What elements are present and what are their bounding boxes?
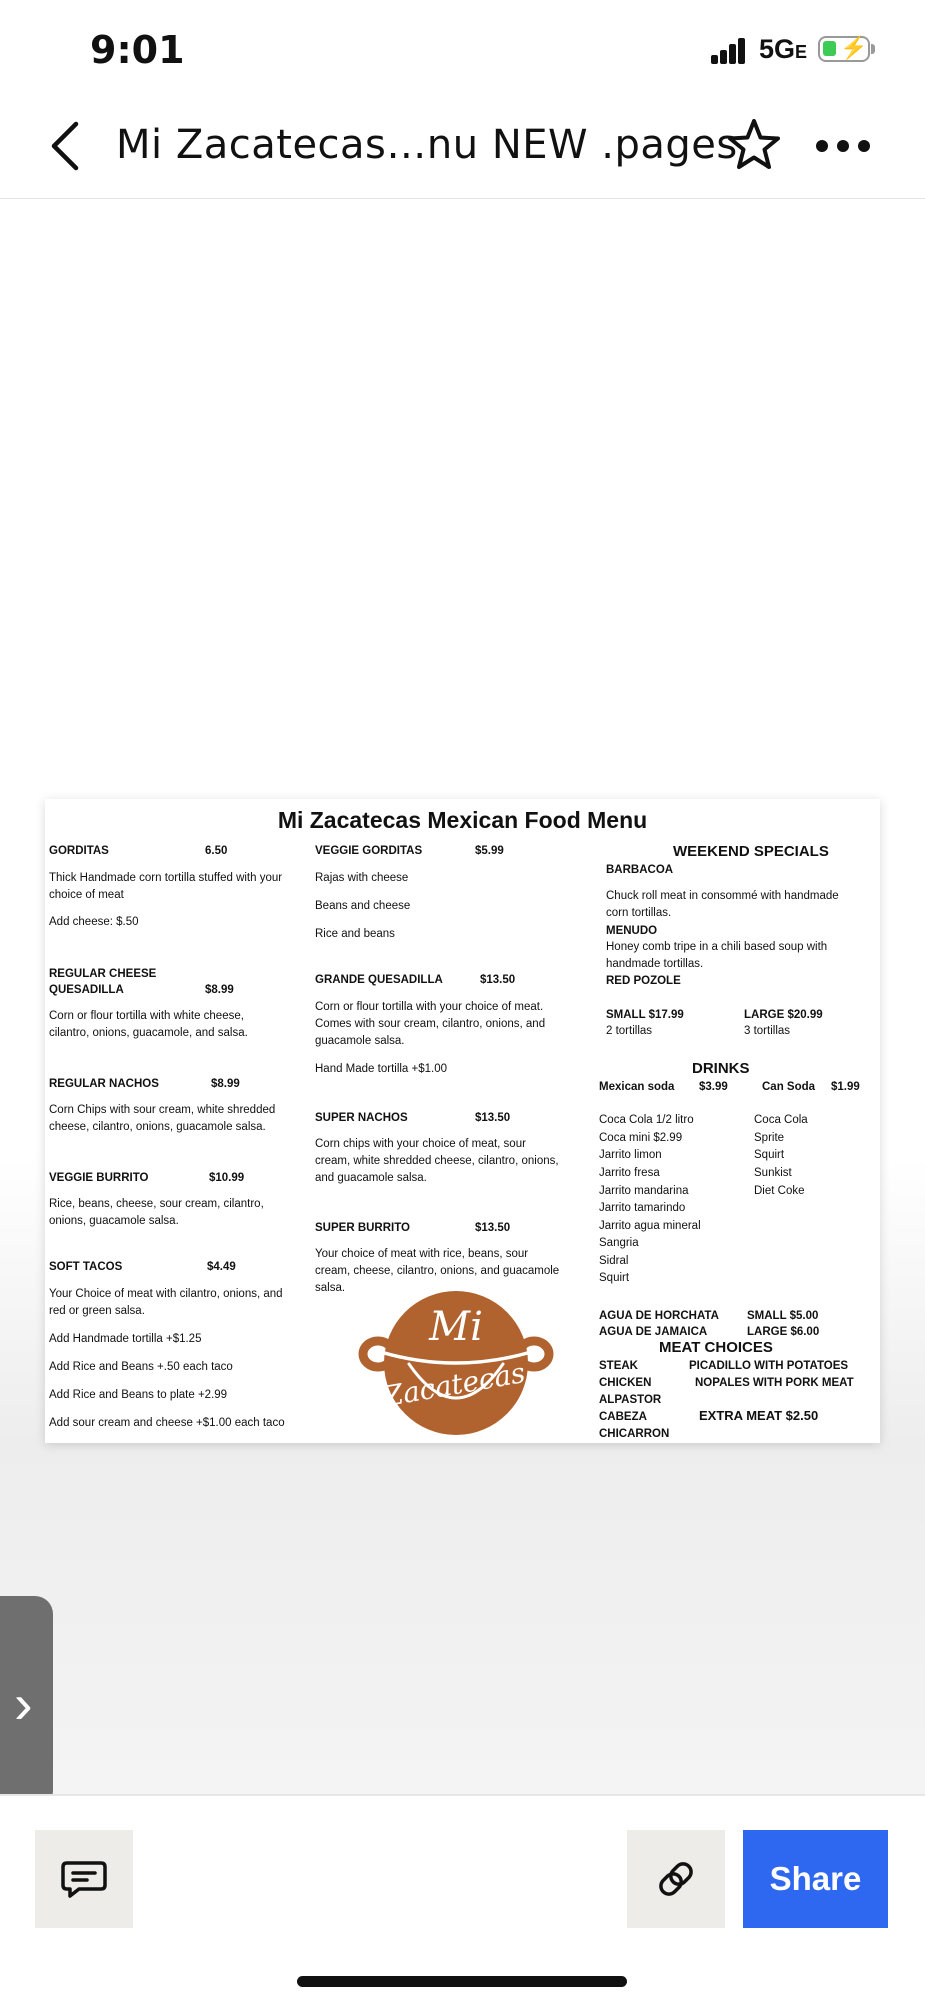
grande-quesadilla-extra: Hand Made tortilla +$1.00 [315,1063,448,1075]
drink-item: Sangria [599,1237,639,1249]
super-burrito-price: $13.50 [475,1222,511,1234]
drink-item: Squirt [754,1149,785,1161]
can-soda: Can Soda [762,1081,816,1093]
pozole-small: SMALL $17.99 [606,1009,684,1021]
gorditas-extra: Add cheese: $.50 [49,916,139,928]
nav-bar [0,100,925,200]
meat-item: STEAK [599,1360,638,1372]
battery-icon: ⚡ [818,36,870,62]
restaurant-logo [353,1282,559,1438]
soft-tacos-price: $4.49 [207,1261,236,1273]
gorditas-name: GORDITAS [49,845,109,857]
status-bar [0,0,925,100]
meat-item: CABEZA [599,1411,647,1423]
meat-item: ALPASTOR [599,1394,662,1406]
link-icon [627,1830,725,1928]
status-time: 9:01 [90,28,185,72]
drink-item: Sidral [599,1255,629,1267]
quesadilla-name: QUESADILLA [49,984,124,996]
nachos-desc: Corn Chips with sour cream, white shredded [49,1104,276,1116]
drink-item: Jarrito limon [599,1149,662,1161]
veggie-gorditas-option: Rajas with cheese [315,872,409,884]
grande-quesadilla-desc: Comes with sour cream, cilantro, onions, and [315,1018,546,1030]
grande-quesadilla-desc: guacamole salsa. [315,1035,405,1047]
horchata-price: SMALL $5.00 [747,1310,819,1322]
weekend-heading: WEEKEND SPECIALS [673,843,829,860]
meat-item: PICADILLO WITH POTATOES [689,1360,849,1372]
home-indicator [297,1976,627,1987]
pozole-name: RED POZOLE [606,975,681,987]
super-nachos-desc: Corn chips with your choice of meat, sour [315,1138,526,1150]
super-nachos-desc: and guacamole salsa. [315,1172,427,1184]
drink-item: Jarrito agua mineral [599,1220,701,1232]
drink-item: Coca Cola [754,1114,808,1126]
super-burrito-name: SUPER BURRITO [315,1222,410,1234]
soft-tacos-addon: Add Rice and Beans +.50 each taco [49,1361,233,1373]
veggie-gorditas-option: Beans and cheese [315,900,411,912]
drink-item: Coca Cola 1/2 litro [599,1114,694,1126]
signal-icon [711,38,747,64]
quesadilla-desc: cilantro, onions, guacamole, and salsa. [49,1027,248,1039]
super-burrito-desc: salsa. [315,1282,346,1294]
soft-tacos-desc: Your Choice of meat with cilantro, onions, and [49,1288,283,1300]
network-indicator: 5GE [759,34,808,64]
super-nachos-desc: cream, white shredded cheese, cilantro, onions, [315,1155,559,1167]
drink-item: Jarrito fresa [599,1167,660,1179]
drink-item: Squirt [599,1272,630,1284]
meat-item: NOPALES WITH PORK MEAT [695,1377,854,1389]
drink-item: Coca mini $2.99 [599,1132,683,1144]
barbacoa-name: BARBACOA [606,864,674,876]
extra-meat: EXTRA MEAT $2.50 [699,1408,819,1423]
super-burrito-desc: Your choice of meat with rice, beans, sour [315,1248,529,1260]
battery-nub [871,44,875,54]
logo-text: Mi [429,1304,483,1350]
drink-item: Sprite [754,1132,785,1144]
jamaica-price: LARGE $6.00 [747,1326,820,1338]
soft-tacos-addon: Add sour cream and cheese +$1.00 each taco [49,1417,285,1429]
comment-icon [35,1830,133,1928]
file-title: Mi Zacatecas…nu NEW .pages [116,122,738,168]
pozole-large: LARGE $20.99 [744,1009,823,1021]
gorditas-price: 6.50 [205,845,228,857]
soft-tacos-addon: Add Handmade tortilla +$1.25 [49,1333,202,1345]
super-nachos-name: SUPER NACHOS [315,1112,408,1124]
meat-item: CHICARRON [599,1428,670,1440]
chevron-left-icon[interactable] [44,118,88,174]
sidebar-handle[interactable] [0,1596,53,1809]
drinks-heading: DRINKS [692,1060,750,1077]
pozole-large-note: 3 tortillas [744,1025,791,1037]
veggie-gorditas-name: VEGGIE GORDITAS [315,845,423,857]
menudo-name: MENUDO [606,925,658,937]
drink-item: Jarrito tamarindo [599,1202,686,1214]
barbacoa-desc: Chuck roll meat in consommé with handmade [606,890,839,902]
barbacoa-desc: corn tortillas. [606,907,672,919]
nachos-desc: cheese, cilantro, onions, guacamole salsa. [49,1121,266,1133]
comment-button[interactable] [35,1830,133,1928]
pozole-small-note: 2 tortillas [606,1025,653,1037]
quesadilla-name: REGULAR CHEESE [49,968,157,980]
veggie-gorditas-price: $5.99 [475,845,504,857]
menudo-desc: handmade tortillas. [606,958,704,970]
drink-item: Jarrito mandarina [599,1185,689,1197]
more-icon[interactable] [816,136,870,156]
veggie-burrito-desc: onions, guacamole salsa. [49,1215,179,1227]
grande-quesadilla-name: GRANDE QUESADILLA [315,974,443,986]
super-nachos-price: $13.50 [475,1112,511,1124]
grande-quesadilla-desc: Corn or flour tortilla with your choice of meat. [315,1001,544,1013]
super-burrito-desc: cream, cheese, cilantro, onions, and guacamole [315,1265,560,1277]
veggie-gorditas-option: Rice and beans [315,928,395,940]
jamaica: AGUA DE JAMAICA [599,1326,708,1338]
gorditas-desc: Thick Handmade corn tortilla stuffed with your [49,872,283,884]
veggie-burrito-name: VEGGIE BURRITO [49,1172,149,1184]
can-soda-price: $1.99 [831,1081,860,1093]
mexican-soda-price: $3.99 [699,1081,728,1093]
soft-tacos-desc: red or green salsa. [49,1305,145,1317]
star-icon[interactable] [726,117,782,173]
grande-quesadilla-price: $13.50 [480,974,516,986]
meat-heading: MEAT CHOICES [659,1339,773,1356]
document-viewer[interactable] [0,199,925,1794]
chevron-right-icon: › [14,1672,33,1735]
nachos-name: REGULAR NACHOS [49,1078,159,1090]
meat-item: CHICKEN [599,1377,652,1389]
bottom-toolbar [0,1794,925,2002]
soft-tacos-addon: Add Rice and Beans to plate +2.99 [49,1389,228,1401]
menu-title: Mi Zacatecas Mexican Food Menu [277,807,648,833]
menu-document [45,799,880,1443]
veggie-burrito-desc: Rice, beans, cheese, sour cream, cilantro, [49,1198,264,1210]
menudo-desc: Honey comb tripe in a chili based soup with [606,941,828,953]
gorditas-desc: choice of meat [49,889,124,901]
mexican-soda: Mexican soda [599,1081,675,1093]
drink-item: Diet Coke [754,1185,805,1197]
horchata: AGUA DE HORCHATA [599,1310,719,1322]
nachos-price: $8.99 [211,1078,240,1090]
share-button[interactable]: Share [743,1830,888,1928]
drink-item: Sunkist [754,1167,792,1179]
logo-text: Zacatecas [381,1355,528,1414]
soft-tacos-name: SOFT TACOS [49,1261,123,1273]
quesadilla-price: $8.99 [205,984,234,996]
veggie-burrito-price: $10.99 [209,1172,245,1184]
quesadilla-desc: Corn or flour tortilla with white cheese, [49,1010,244,1022]
copy-link-button[interactable] [627,1830,725,1928]
